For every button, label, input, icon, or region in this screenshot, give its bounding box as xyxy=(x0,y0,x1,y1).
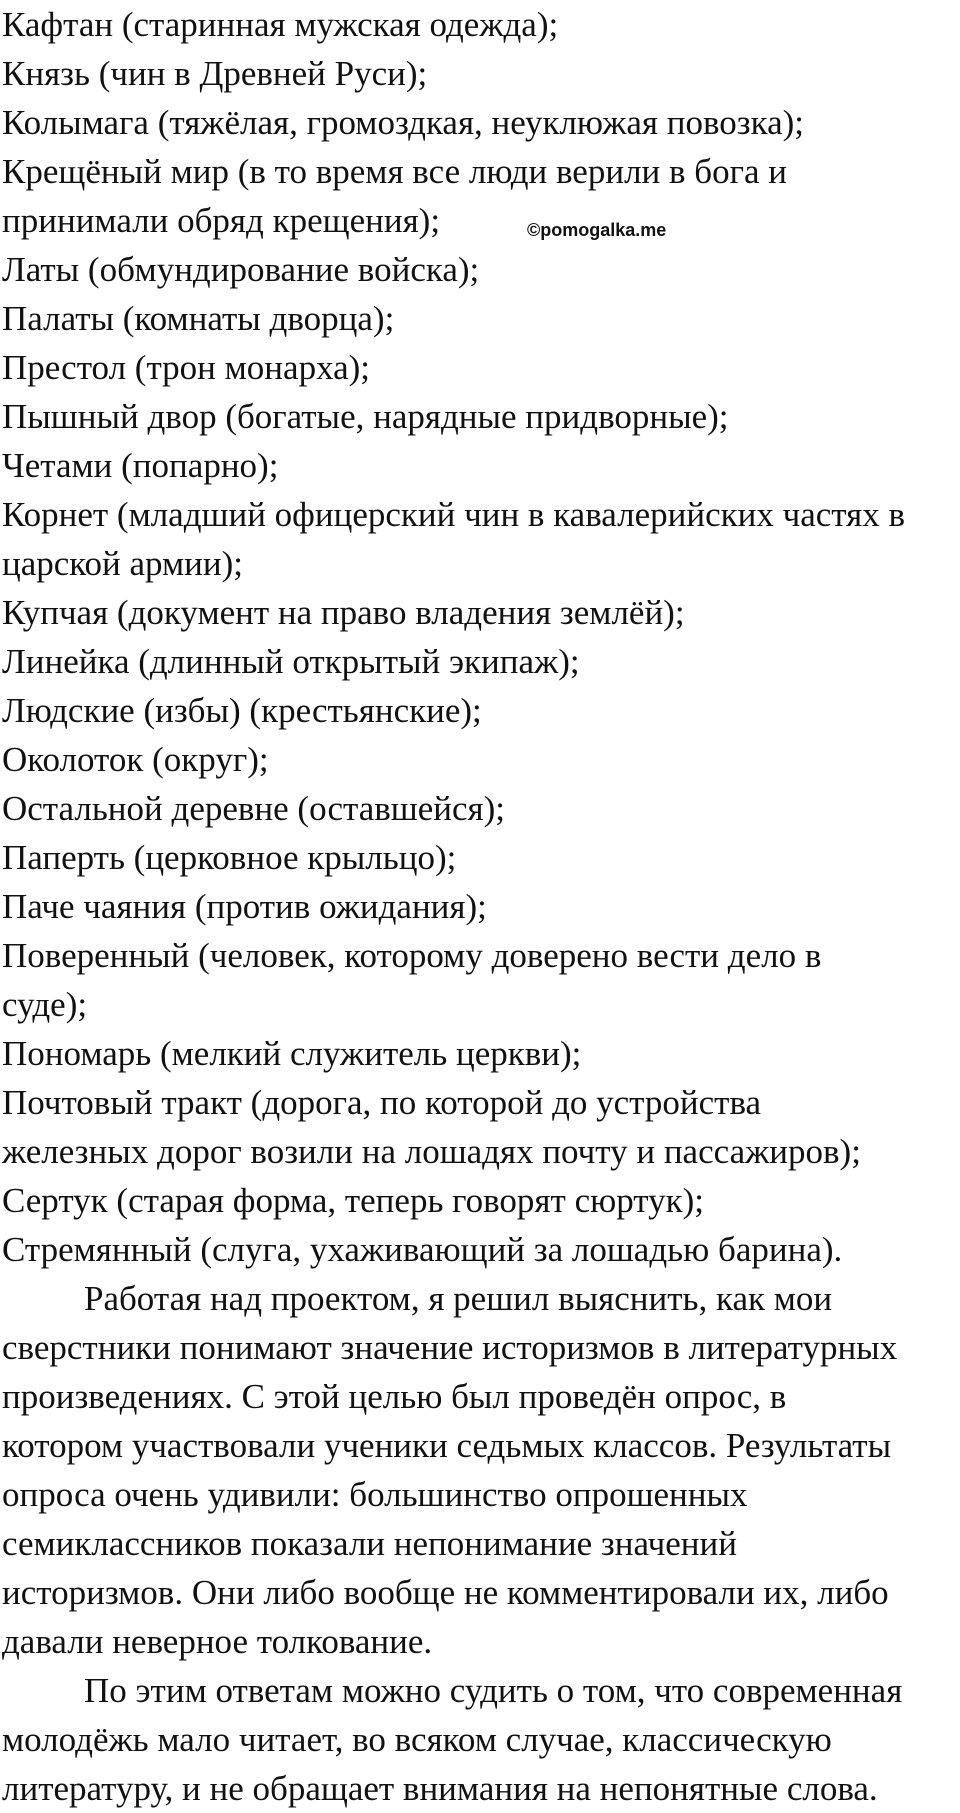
glossary-entry: Купчая (документ на право владения землёй); xyxy=(2,593,685,632)
glossary-entry: Четами (попарно); xyxy=(2,446,279,485)
glossary-entry: Корнет (младший офицерский чин в кавалерийских частях в xyxy=(2,495,905,534)
glossary-entry: Почтовый тракт (дорога, по которой до устройства xyxy=(2,1083,762,1122)
glossary-entry: Пономарь (мелкий служитель церкви); xyxy=(2,1034,582,1073)
paragraph-line: литературу, и не обращает внимания на непонятные слова. xyxy=(2,1769,878,1808)
glossary-entry: Остальной деревне (оставшейся); xyxy=(2,789,506,828)
glossary-entry: Князь (чин в Древней Руси); xyxy=(2,54,428,93)
glossary-entry-continuation: железных дорог возили на лошадях почту и пассажиров); xyxy=(2,1132,861,1171)
glossary-entry: Стремянный (слуга, ухаживающий за лошадью барина). xyxy=(2,1230,843,1269)
paragraph-line: историзмов. Они либо вообще не комментировали их, либо xyxy=(2,1573,889,1612)
glossary-entry: Сертук (старая форма, теперь говорят сюртук); xyxy=(2,1181,705,1220)
glossary-entry: Паперть (церковное крыльцо); xyxy=(2,838,457,877)
paragraph-line: котором участвовали ученики седьмых классов. Результаты xyxy=(2,1426,892,1465)
glossary-entry: Околоток (округ); xyxy=(2,740,269,779)
glossary-entry-continuation: принимали обряд крещения); xyxy=(2,201,441,240)
glossary-entry-continuation: царской армии); xyxy=(2,544,244,583)
glossary-entry: Кафтан (старинная мужская одежда); xyxy=(2,5,559,44)
glossary-entry: Колымага (тяжёлая, громоздкая, неуклюжая повозка); xyxy=(2,103,804,142)
glossary-entry: Линейка (длинный открытый экипаж); xyxy=(2,642,580,681)
glossary-entry: Латы (обмундирование войска); xyxy=(2,250,480,289)
glossary-entry: Поверенный (человек, которому доверено вести дело в xyxy=(2,936,822,975)
glossary-entry: Крещёный мир (в то время все люди верили в бога и xyxy=(2,152,787,191)
glossary-entry: Пышный двор (богатые, нарядные придворные); xyxy=(2,397,729,436)
watermark: ©pomogalka.me xyxy=(527,220,667,240)
glossary-entry: Палаты (комнаты дворца); xyxy=(2,299,395,338)
paragraph-line: давали неверное толкование. xyxy=(2,1622,433,1661)
glossary-entry-continuation: суде); xyxy=(2,985,88,1024)
paragraph-line: произведениях. С этой целью был проведён опрос, в xyxy=(2,1377,787,1416)
paragraph-line: опроса очень удивили: большинство опрошенных xyxy=(2,1475,748,1514)
paragraph-line: сверстники понимают значение историзмов в литературных xyxy=(2,1328,898,1367)
glossary-entry: Людские (избы) (крестьянские); xyxy=(2,691,482,730)
glossary-entry: Престол (трон монарха); xyxy=(2,348,371,387)
paragraph-line: семиклассников показали непонимание значений xyxy=(2,1524,737,1563)
paragraph-line: По этим ответам можно судить о том, что современная xyxy=(84,1671,903,1710)
glossary-entry: Паче чаяния (против ожидания); xyxy=(2,887,487,926)
paragraph-line: молодёжь мало читает, во всяком случае, классическую xyxy=(2,1720,832,1759)
paragraph-line: Работая над проектом, я решил выяснить, как мои xyxy=(84,1279,833,1318)
